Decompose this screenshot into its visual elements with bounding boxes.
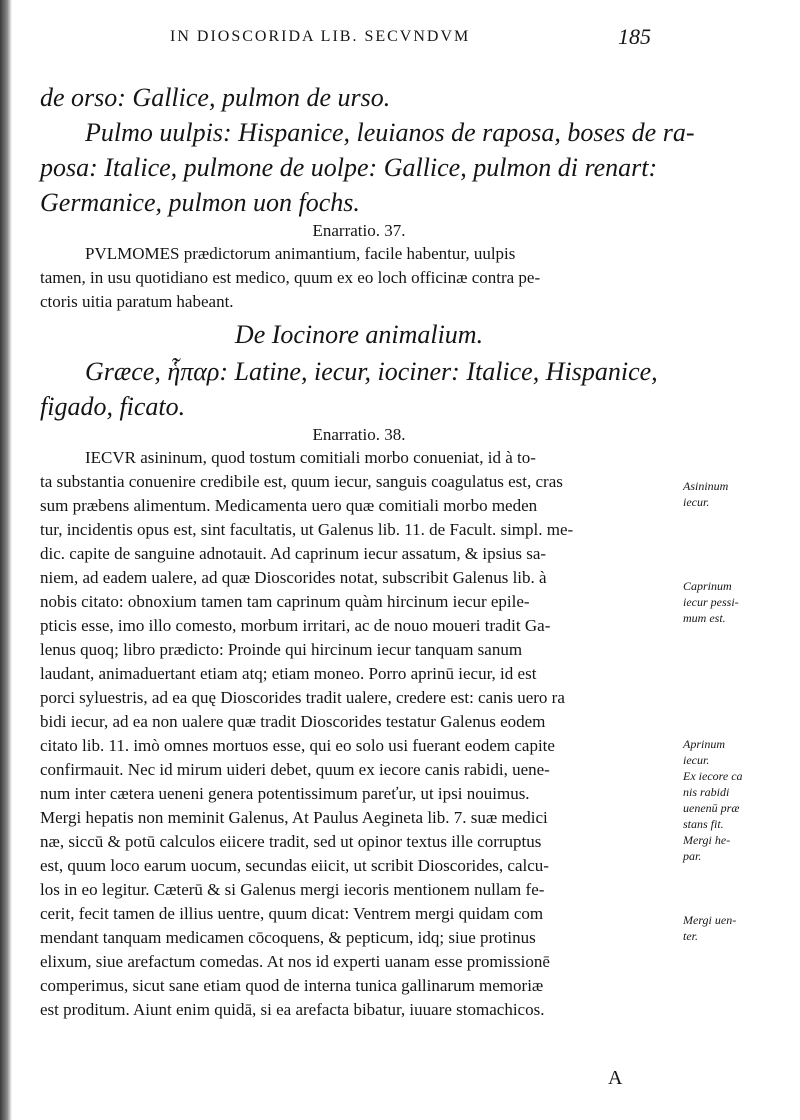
text-line: nobis citato: obnoxium tamen tam caprinum quàm hircinum iecur epile- (40, 592, 530, 611)
paragraph-38 (40, 446, 678, 1022)
text-line: ta substantia conuenire credibile est, quum iecur, sanguis coagulatus est, cras (40, 472, 563, 491)
text-line: mendant tanquam medicamen cōcoquens, & pepticum, idq; siue protinus (40, 928, 536, 947)
enarratio-heading: Enarratio. 37. (312, 221, 406, 240)
signature-mark: A (608, 1067, 623, 1089)
margin-note-line: iecur. (683, 753, 710, 767)
margin-note-line: Aprinum (683, 737, 725, 751)
text-line: porci syluestris, ad ea quę Dioscorides tradit ualere, credere est: canis uero ra (40, 688, 565, 707)
text-line: citato lib. 11. imò omnes mortuos esse, qui eo solo usi fuerant eodem capite (40, 736, 555, 755)
margin-note-line: par. (683, 849, 702, 863)
margin-note-line: Mergi he- (683, 833, 731, 847)
margin-note-aprinum (683, 736, 793, 864)
margin-note-line: iecur. (683, 495, 710, 509)
top-line: Germanice, pulmon uon fochs. (40, 188, 360, 217)
margin-note-line: mum est. (683, 611, 726, 625)
margin-note-line: iecur pessi- (683, 595, 739, 609)
margin-note-line: Caprinum (683, 579, 732, 593)
top-line: Pulmo uulpis: Hispanice, leuianos de raposa, boses de ra- (85, 118, 695, 147)
margin-note-line: uenenū præ (683, 801, 740, 815)
page-gutter-shadow (0, 0, 12, 1120)
text-line: sum præbens alimentum. Medicamenta uero quæ comitiali morbo meden (40, 496, 538, 515)
section-heading: De Iocinore animalium. (234, 320, 484, 349)
text-line: niem, ad eadem ualere, ad quæ Dioscorides notat, subscribit Galenus lib. à (40, 568, 547, 587)
text-line: num inter cætera ueneni genera potentissimum pareťur, ut ipsi nouimus. (40, 784, 530, 803)
text-line: dic. capite de sanguine adnotauit. Ad caprinum iecur assatum, & ipsius sa- (40, 544, 547, 563)
margin-note-line: nis rabidi (683, 785, 730, 799)
margin-note-caprinum (683, 578, 793, 626)
text-line: tur, incidentis opus est, sint facultatis, ut Galenus lib. 11. de Facult. simpl. me- (40, 520, 574, 539)
text-line: PVLMOMES prædictorum animantium, facile habentur, uulpis (85, 244, 516, 263)
text-line: tamen, in usu quotidiano est medico, quum ex eo loch officinæ contra pe- (40, 268, 541, 287)
text-line: pticis esse, imo illo comesto, morbum irritari, ac de nouo moueri tradit Ga- (40, 616, 551, 635)
text-line: est, quum loco earum uocum, secundas eiicit, ut scribit Dioscorides, calcu- (40, 856, 549, 875)
margin-note-mergi-uenter (683, 912, 793, 944)
margin-note-line: Ex iecore ca (683, 769, 743, 783)
greek-line: figado, ficato. (40, 392, 186, 421)
text-line: Mergi hepatis non meminit Galenus, At Paulus Aegineta lib. 7. suæ medici (40, 808, 548, 827)
text-line: comperimus, sicut sane etiam quod de interna tunica gallinarum memoriæ (40, 976, 544, 995)
text-line: elixum, siue arefactum comedas. At nos id experti uanam esse promissionē (40, 952, 550, 971)
text-line: lenus quoq; libro prædicto: Proinde qui hircinum iecur tanquam sanum (40, 640, 523, 659)
top-line: posa: Italice, pulmone de uolpe: Gallice, pulmon di renart: (40, 153, 658, 182)
greek-line: Græce, ἧπαρ: Latine, iecur, iociner: Italice, Hispanice, (85, 357, 658, 386)
main-text (40, 80, 695, 1022)
text-line: bidi iecur, ad ea non ualere quæ tradit Dioscorides testatur Galenus eodem (40, 712, 546, 731)
text-line: IECVR asininum, quod tostum comitiali morbo conueniat, id à to- (85, 448, 536, 467)
text-line: est proditum. Aiunt enim quidā, si ea arefacta bibatur, iuuare stomachicos. (40, 1000, 545, 1019)
top-line: de orso: Gallice, pulmon de urso. (40, 83, 391, 112)
margin-note-line: stans fit. (683, 817, 724, 831)
page-number: 185 (618, 24, 651, 49)
margin-note-line: ter. (683, 929, 698, 943)
enarratio-heading: Enarratio. 38. (312, 425, 406, 444)
running-title: IN DIOSCORIDA LIB. SECVNDVM (170, 28, 471, 45)
text-line: confirmauit. Nec id mirum uideri debet, quum ex iecore canis rabidi, uene- (40, 760, 550, 779)
text-line: cerit, fecit tamen de illius uentre, quum dicat: Ventrem mergi quidam com (40, 904, 544, 923)
text-line: los in eo legitur. Cæterū & si Galenus mergi iecoris mentionem nullam fe- (40, 880, 545, 899)
text-line: laudant, animaduertant etiam atq; etiam moneo. Porro aprinū iecur, id est (40, 664, 537, 683)
text-line: næ, siccū & potū calculos eiicere tradit, sed ut opinor textus ille corruptus (40, 832, 542, 851)
margin-note-line: Asininum (683, 479, 729, 493)
margin-note-asininum (683, 478, 793, 510)
margin-note-line: Mergi uen- (683, 913, 737, 927)
text-line: ctoris uitia paratum habeant. (40, 292, 234, 311)
